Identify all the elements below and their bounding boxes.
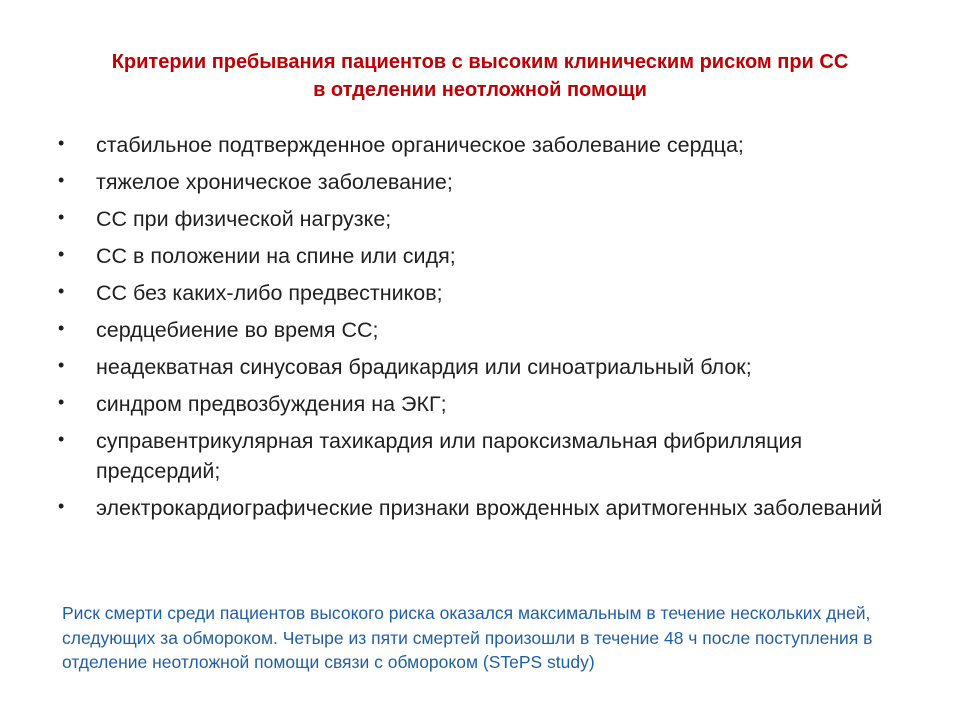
list-item: [58, 426, 918, 486]
bullet-icon: •: [58, 207, 65, 227]
list-item: [58, 352, 918, 382]
title-line-2: в отделении неотложной помощи: [313, 79, 647, 101]
list-item: [58, 493, 918, 523]
list-item-text: СС при физической нагрузке;: [96, 207, 392, 231]
slide-title: [40, 48, 920, 104]
bullet-icon: •: [58, 281, 65, 301]
list-item-text: тяжелое хроническое заболевание;: [96, 170, 453, 194]
list-item: [58, 167, 918, 197]
footnote-text: Риск смерти среди пациентов высокого риска оказался максимальным в течение нескольких дней, следующих за обмороком. Четыре из пяти смертей произошли в течение 48 ч после поступления в отделение неотложной помощи связи с обмороком (STePS study): [62, 603, 873, 672]
list-item-text: стабильное подтвержденное органическое заболевание сердца;: [96, 133, 744, 157]
list-item-text: синдром предвозбуждения на ЭКГ;: [96, 392, 447, 416]
title-line-1: Критерии пребывания пациентов с высоким клиническим риском при СС: [111, 51, 849, 73]
bullet-icon: •: [58, 244, 65, 264]
list-item: [58, 241, 918, 271]
list-item: [58, 130, 918, 160]
bullet-icon: •: [58, 496, 65, 516]
list-item: [58, 315, 918, 345]
bullet-icon: •: [58, 318, 65, 338]
bullet-icon: •: [58, 133, 65, 153]
list-item: [58, 204, 918, 234]
list-item-text: сердцебиение во время СС;: [96, 318, 379, 342]
bullet-icon: •: [58, 429, 65, 449]
list-item-text: электрокардиографические признаки врожденных аритмогенных заболеваний: [96, 496, 883, 520]
list-item: [58, 278, 918, 308]
list-item-text: неадекватная синусовая брадикардия или синоатриальный блок;: [96, 355, 752, 379]
criteria-list: [58, 130, 918, 530]
bullet-icon: •: [58, 392, 65, 412]
list-item-text: суправентрикулярная тахикардия или пароксизмальная фибрилляция предсердий;: [96, 429, 803, 483]
bullet-icon: •: [58, 355, 65, 375]
list-item-text: СС без каких-либо предвестников;: [96, 281, 443, 305]
list-item: [58, 389, 918, 419]
list-item-text: СС в положении на спине или сидя;: [96, 244, 456, 268]
bullet-icon: •: [58, 170, 65, 190]
